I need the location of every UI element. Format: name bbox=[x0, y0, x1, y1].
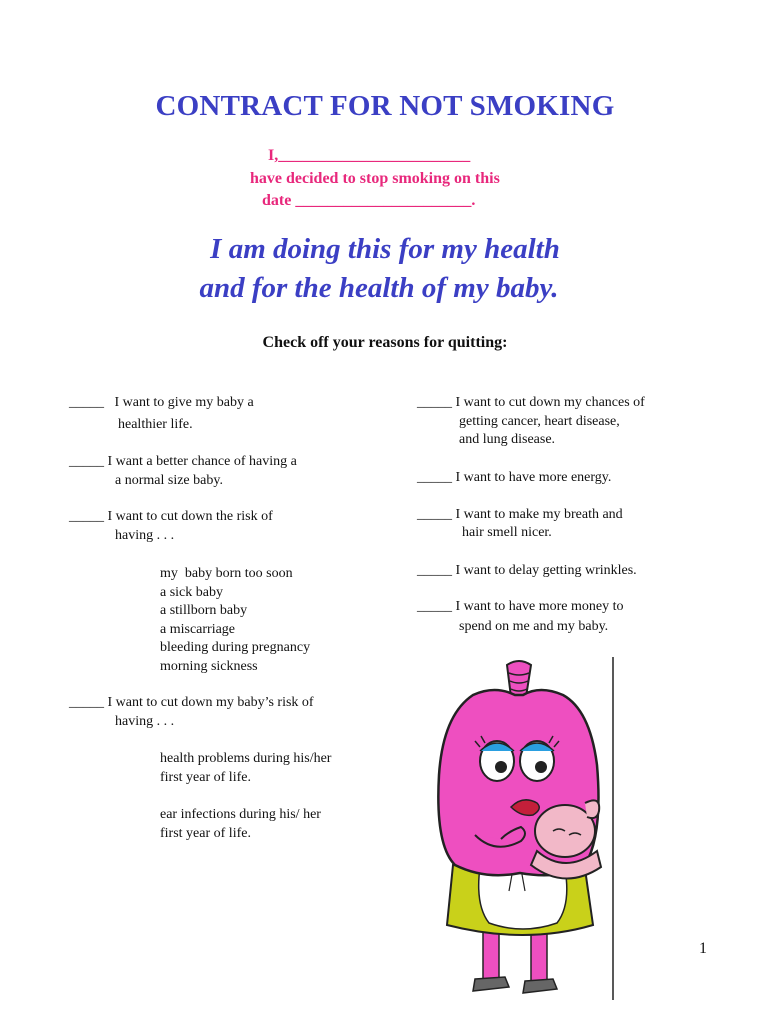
reason-baby-risk: _____ I want to cut down my baby’s risk of bbox=[69, 695, 314, 710]
pledge-name-line: I,________________________ bbox=[268, 147, 471, 164]
reason-cancer-cont: getting cancer, heart disease, bbox=[459, 414, 620, 429]
reason-cancer-cont2: and lung disease. bbox=[459, 432, 556, 447]
pledge-date-line: date ______________________. bbox=[262, 192, 476, 209]
baby-risk-ear-cont: first year of life. bbox=[160, 826, 251, 841]
reason-healthier-life-cont: healthier life. bbox=[118, 417, 193, 432]
list-item: a stillborn baby bbox=[160, 603, 248, 618]
pledge-statement: have decided to stop smoking on this bbox=[250, 170, 500, 187]
baby-risk-health: health problems during his/her bbox=[160, 751, 332, 766]
reason-normal-size-cont: a normal size baby. bbox=[115, 473, 223, 488]
list-item: morning sickness bbox=[160, 658, 258, 674]
reason-cut-risk-cont: having . . . bbox=[115, 528, 175, 543]
reason-healthier-life: _____ I want to give my baby a bbox=[69, 395, 254, 410]
list-item: a miscarriage bbox=[160, 621, 236, 637]
reason-cancer: _____ I want to cut down my chances of bbox=[417, 395, 645, 410]
reason-normal-size: _____ I want a better chance of having a bbox=[69, 454, 297, 469]
reason-breath-cont: hair smell nicer. bbox=[462, 525, 552, 540]
document-title: CONTRACT FOR NOT SMOKING bbox=[155, 90, 615, 122]
reasons-heading: Check off your reasons for quitting: bbox=[262, 334, 508, 351]
reason-energy: _____ I want to have more energy. bbox=[417, 470, 612, 485]
list-item: my baby born too soon bbox=[160, 566, 293, 581]
reason-wrinkles: _____ I want to delay getting wrinkles. bbox=[417, 563, 637, 578]
reason-cut-risk: _____ I want to cut down the risk of bbox=[69, 509, 273, 524]
page-number: 1 bbox=[699, 940, 707, 957]
lung-mother-illustration bbox=[425, 655, 625, 1005]
reason-breath: _____ I want to make my breath and bbox=[417, 507, 623, 522]
reason-money-cont: spend on me and my baby. bbox=[459, 619, 609, 634]
list-item: a sick baby bbox=[160, 584, 223, 600]
pregnancy-risk-list bbox=[160, 565, 310, 676]
baby-risk-health-cont: first year of life. bbox=[160, 770, 251, 785]
baby-risk-ear: ear infections during his/ her bbox=[160, 807, 321, 822]
motto-line-2: and for the health of my baby. bbox=[199, 272, 559, 304]
list-item: bleeding during pregnancy bbox=[160, 640, 311, 655]
motto-line-1: I am doing this for my health bbox=[210, 233, 560, 265]
legs bbox=[473, 931, 557, 993]
reason-baby-risk-cont: having . . . bbox=[115, 714, 175, 729]
reason-money: _____ I want to have more money to bbox=[417, 599, 624, 614]
